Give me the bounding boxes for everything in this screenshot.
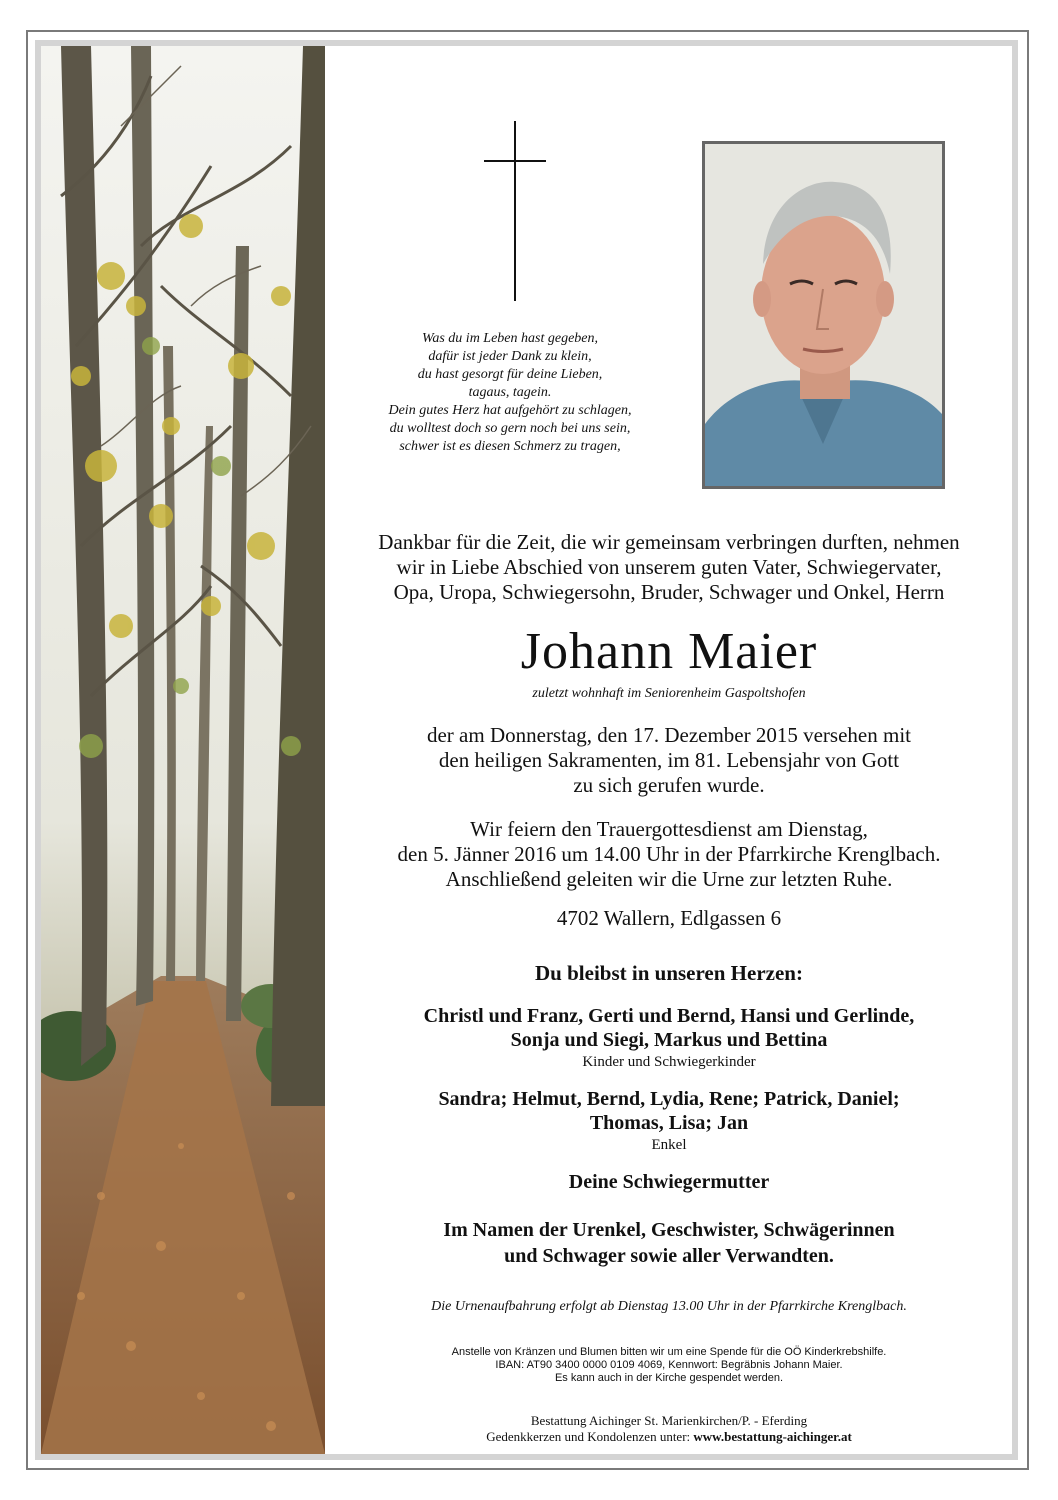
service-line: Anschließend geleiten wir die Urne zur letzten Ruhe. bbox=[445, 867, 893, 891]
grandchildren-line: Sandra; Helmut, Bernd, Lydia, Rene; Patrick, Daniel; bbox=[438, 1088, 900, 1110]
poem-line: tagaus, tagein. bbox=[468, 385, 552, 400]
tree-avenue-photo bbox=[41, 46, 325, 1454]
closing-line: und Schwager sowie aller Verwandten. bbox=[504, 1245, 834, 1267]
undertaker-name: Bestattung Aichinger St. Marienkirchen/P. - Eferding bbox=[530, 1413, 808, 1428]
poem-line: du hast gesorgt für deine Lieben, bbox=[417, 367, 603, 382]
cross-icon bbox=[482, 121, 548, 301]
closing-mourners bbox=[340, 1217, 998, 1269]
mourners-heading: Du bleibst in unseren Herzen: bbox=[535, 961, 803, 985]
deceased-name: Johann Maier bbox=[520, 623, 818, 680]
death-notice bbox=[340, 723, 998, 798]
condolence-line bbox=[340, 1429, 998, 1445]
donation-line: IBAN: AT90 3400 0000 0109 4069, Kennwort: Begräbnis Johann Maier. bbox=[495, 1359, 843, 1371]
death-notice-line: der am Donnerstag, den 17. Dezember 2015 versehen mit bbox=[426, 723, 911, 747]
service-info bbox=[340, 817, 998, 892]
grandchildren-names bbox=[340, 1087, 998, 1135]
poem-line: du wolltest doch so gern noch bei uns sein, bbox=[389, 421, 631, 436]
closing-line: Im Namen der Urenkel, Geschwister, Schwägerinnen bbox=[443, 1219, 895, 1241]
mother-in-law: Deine Schwiegermutter bbox=[568, 1171, 770, 1193]
donation-info bbox=[340, 1346, 998, 1385]
children-line: Sonja und Siegi, Markus und Bettina bbox=[510, 1029, 828, 1051]
poem-line: dafür ist jeder Dank zu klein, bbox=[428, 349, 592, 364]
poem-line: Dein gutes Herz hat aufgehört zu schlagen, bbox=[388, 403, 632, 418]
condolence-prefix: Gedenkkerzen und Kondolenzen unter: bbox=[486, 1429, 691, 1444]
undertaker-footer bbox=[340, 1413, 998, 1445]
children-names bbox=[340, 1004, 998, 1052]
intro-line: Opa, Uropa, Schwiegersohn, Bruder, Schwager und Onkel, Herrn bbox=[393, 580, 945, 604]
grandchildren-caption: Enkel bbox=[651, 1137, 687, 1153]
portrait-photo bbox=[702, 141, 945, 489]
grandchildren-line: Thomas, Lisa; Jan bbox=[589, 1112, 749, 1134]
service-line: Wir feiern den Trauergottesdienst am Dienstag, bbox=[470, 817, 868, 841]
memorial-poem bbox=[340, 330, 680, 456]
poem-line: schwer ist es diesen Schmerz zu tragen, bbox=[399, 439, 621, 454]
death-notice-line: den heiligen Sakramenten, im 81. Lebensjahr von Gott bbox=[438, 748, 900, 772]
deceased-residence: zuletzt wohnhaft im Seniorenheim Gaspoltshofen bbox=[532, 686, 806, 701]
donation-line: Es kann auch in der Kirche gespendet werden. bbox=[554, 1372, 784, 1384]
intro-line: Dankbar für die Zeit, die wir gemeinsam verbringen durften, nehmen bbox=[378, 530, 960, 554]
urn-viewing-note: Die Urnenaufbahrung erfolgt ab Dienstag 13.00 Uhr in der Pfarrkirche Krenglbach. bbox=[431, 1299, 907, 1314]
family-address: 4702 Wallern, Edlgassen 6 bbox=[556, 906, 782, 930]
death-notice-line: zu sich gerufen wurde. bbox=[573, 773, 765, 797]
intro-text bbox=[340, 530, 998, 605]
intro-line: wir in Liebe Abschied von unserem guten Vater, Schwiegervater, bbox=[396, 555, 942, 579]
poem-line: Was du im Leben hast gegeben, bbox=[421, 331, 599, 346]
children-caption: Kinder und Schwiegerkinder bbox=[582, 1054, 756, 1070]
children-line: Christl und Franz, Gerti und Bernd, Hansi und Gerlinde, bbox=[423, 1005, 915, 1027]
donation-line: Anstelle von Kränzen und Blumen bitten wir um eine Spende für die OÖ Kinderkrebshilfe. bbox=[451, 1346, 887, 1358]
service-line: den 5. Jänner 2016 um 14.00 Uhr in der Pfarrkirche Krenglbach. bbox=[397, 842, 941, 866]
website-link[interactable]: www.bestattung-aichinger.at bbox=[693, 1429, 852, 1444]
